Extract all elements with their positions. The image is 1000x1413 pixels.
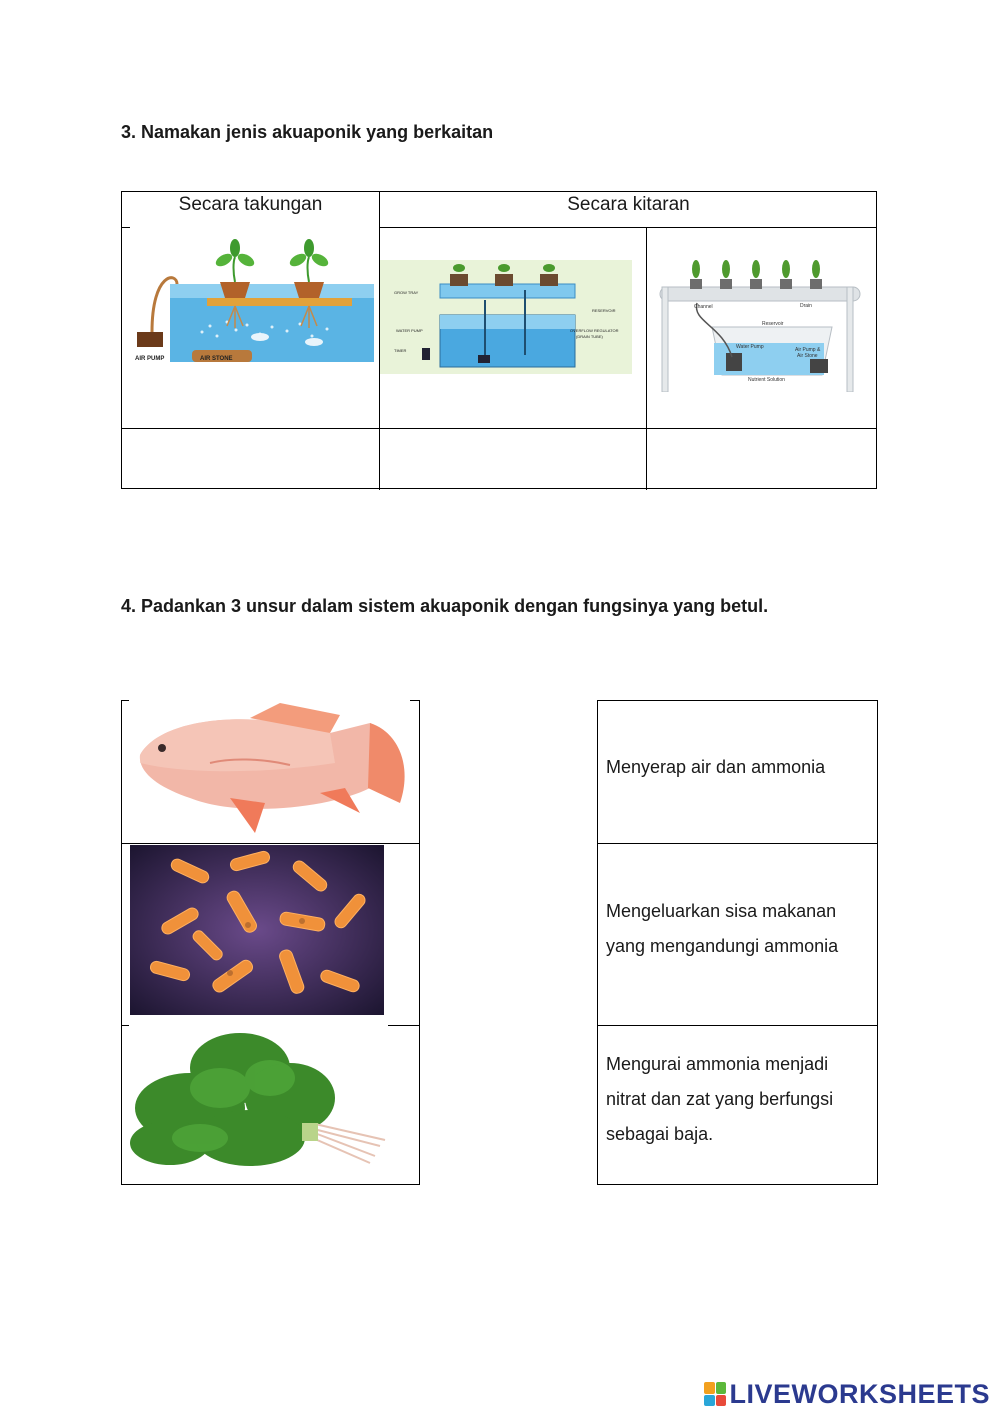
svg-text:Channel: Channel	[694, 304, 713, 310]
divider	[121, 700, 129, 701]
function-text-line: Mengeluarkan sisa makanan	[606, 901, 837, 921]
answer-box-2[interactable]	[380, 429, 646, 488]
divider	[121, 700, 122, 1185]
function-text-line: sebagai baja.	[606, 1124, 714, 1144]
svg-text:Nutrient Solution: Nutrient Solution	[748, 377, 785, 383]
q3-table	[121, 191, 877, 489]
svg-text:RESERVOIR: RESERVOIR	[592, 308, 616, 313]
answer-box-1[interactable]	[123, 429, 379, 488]
nft-diagram	[652, 247, 864, 392]
logo-icon	[704, 1382, 726, 1406]
spinach-image[interactable]	[130, 1028, 388, 1173]
divider	[122, 227, 130, 228]
header-kitaran: Secara kitaran	[567, 194, 690, 215]
svg-text:AIR STONE: AIR STONE	[200, 356, 233, 362]
svg-text:Reservoir: Reservoir	[762, 321, 784, 327]
svg-text:Drain: Drain	[800, 303, 812, 309]
q4-title: 4. Padankan 3 unsur dalam sistem akuaponik dengan fungsinya yang betul.	[121, 596, 769, 616]
svg-text:OVERFLOW REGULATOR: OVERFLOW REGULATOR	[570, 328, 619, 333]
divider	[379, 227, 877, 228]
svg-text:Water Pump: Water Pump	[736, 344, 764, 350]
answer-input-1[interactable]	[123, 429, 383, 490]
svg-text:WATER PUMP: WATER PUMP	[396, 328, 423, 333]
svg-text:GROW TRAY: GROW TRAY	[394, 290, 419, 295]
divider	[388, 1025, 420, 1026]
svg-text:(DRAIN TUBE): (DRAIN TUBE)	[576, 334, 603, 339]
answer-input-3[interactable]	[647, 429, 880, 490]
bacteria-image[interactable]	[130, 845, 384, 1015]
liveworksheets-logo	[704, 1377, 990, 1411]
fish-image[interactable]	[130, 703, 412, 838]
answer-input-2[interactable]	[380, 429, 650, 490]
svg-text:Air Stone: Air Stone	[797, 353, 818, 359]
function-text-line: Mengurai ammonia menjadi	[606, 1054, 829, 1074]
function-text-line: Menyerap air dan ammonia	[606, 757, 826, 777]
function-box-3[interactable]	[597, 1025, 878, 1185]
q3-title: 3. Namakan jenis akuaponik yang berkaitan	[121, 122, 494, 142]
divider	[121, 1184, 420, 1185]
answer-box-3[interactable]	[647, 429, 876, 488]
function-text-line: yang mengandungi ammonia	[606, 936, 839, 956]
header-takungan: Secara takungan	[178, 194, 323, 215]
svg-text:AIR PUMP: AIR PUMP	[135, 356, 165, 362]
logo-text: LIVEWORKSHEETS	[729, 1378, 990, 1409]
function-text-line: nitrat dan zat yang berfungsi	[606, 1089, 834, 1109]
divider	[121, 1025, 129, 1026]
divider	[419, 700, 420, 1185]
ebb-flow-diagram	[380, 260, 632, 374]
takungan-diagram	[132, 232, 377, 382]
divider	[121, 843, 420, 844]
function-box-2[interactable]	[597, 843, 878, 1026]
divider	[410, 700, 420, 701]
svg-text:Air Pump &: Air Pump &	[795, 347, 821, 353]
function-box-1[interactable]	[597, 700, 878, 844]
svg-text:TIMER: TIMER	[394, 348, 407, 353]
